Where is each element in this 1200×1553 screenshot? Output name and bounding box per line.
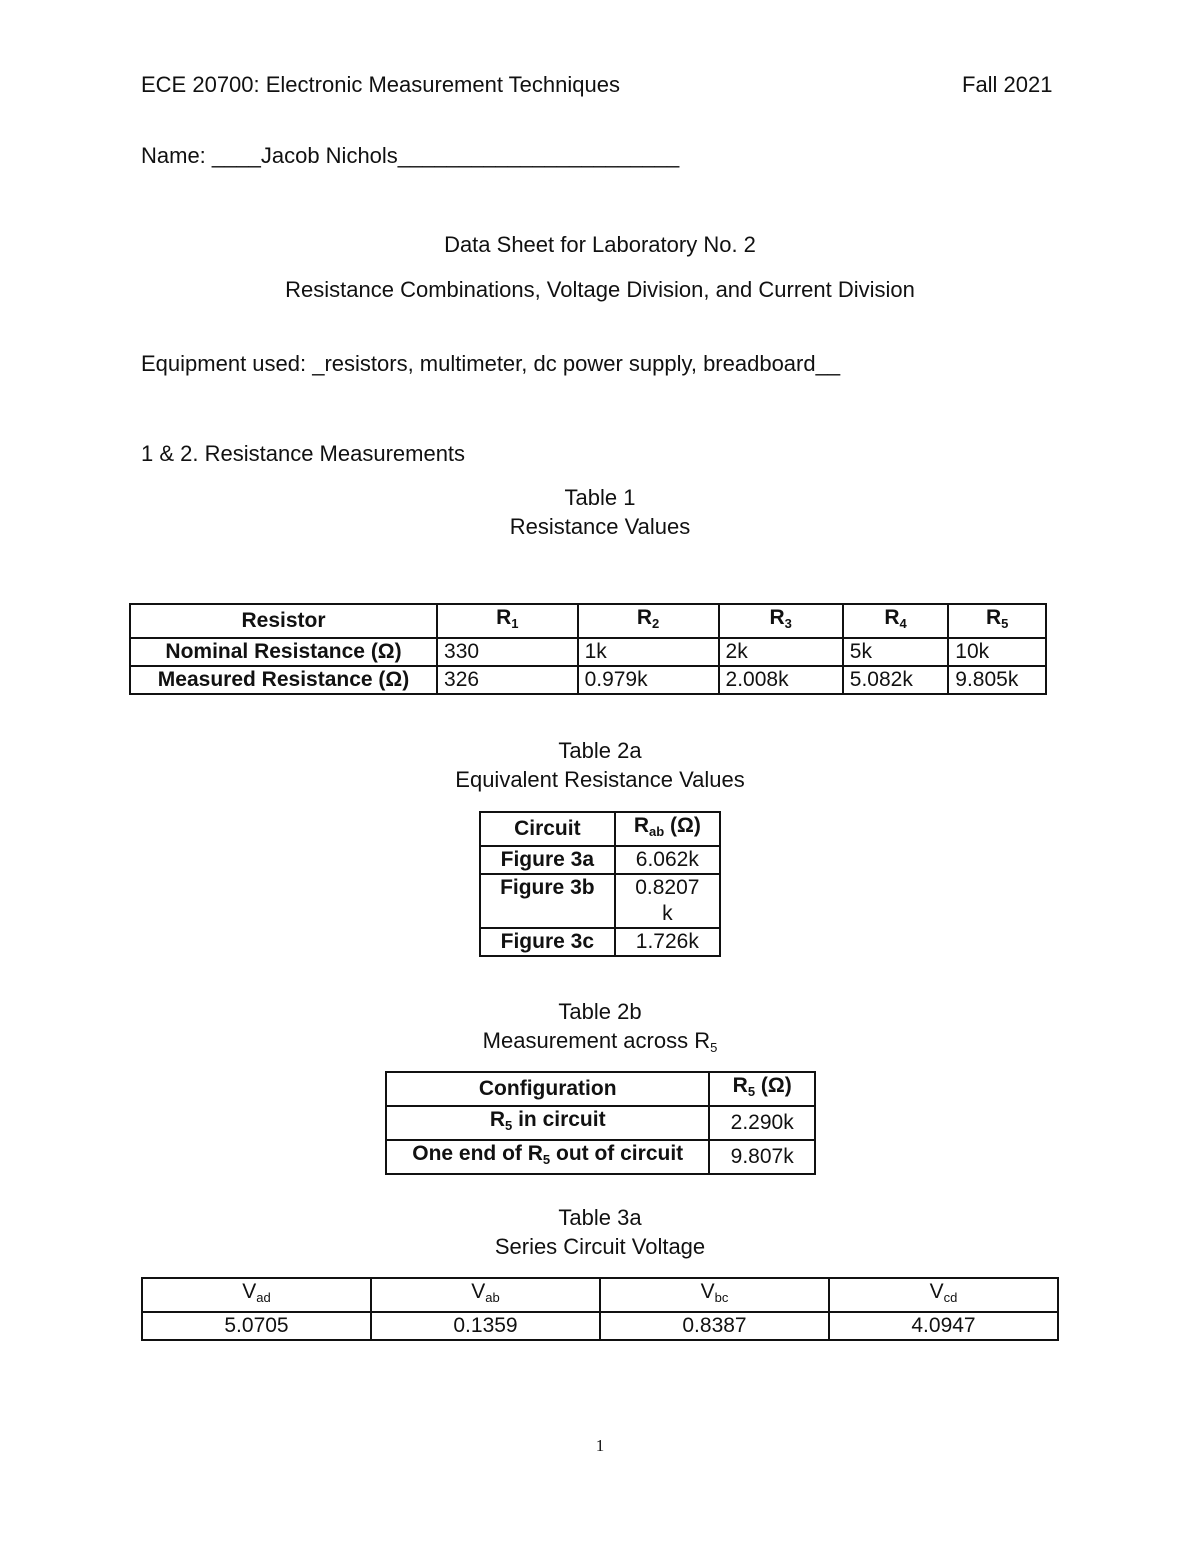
table2a-caption: Table 2a xyxy=(558,738,642,763)
table3a-caption: Table 3a xyxy=(558,1205,642,1230)
page-subtitle: Resistance Combinations, Voltage Division, and Current Division xyxy=(285,277,915,302)
page-title: Data Sheet for Laboratory No. 2 xyxy=(444,232,756,257)
table-cell: 0.8207 k xyxy=(615,874,720,928)
equipment-line: Equipment used: _resistors, multimeter, dc power supply, breadboard__ xyxy=(141,351,841,376)
header-cell-rab: $R_{ab}$ (Ω) xyxy=(615,812,720,846)
table2a-title: Equivalent Resistance Values xyxy=(455,767,745,792)
header-cell-r2: $R_2$ xyxy=(578,604,719,638)
header-cell-r4: $R_4$ xyxy=(843,604,949,638)
table1-title: Resistance Values xyxy=(509,514,691,539)
header-cell-vad: $V_{ad}$ xyxy=(142,1278,371,1312)
r5-measurement-table xyxy=(385,1071,816,1175)
row-label: Nominal Resistance (Ω) xyxy=(130,638,437,666)
header-cell-vab: $V_{ab}$ xyxy=(371,1278,600,1312)
table-cell: 9.805k xyxy=(948,666,1046,694)
section-heading: 1 & 2. Resistance Measurements xyxy=(141,441,466,466)
table-cell: 10k xyxy=(948,638,1046,666)
table-cell: 0.979k xyxy=(578,666,719,694)
table-cell: 1.726k xyxy=(615,928,720,956)
table-cell: 330 xyxy=(437,638,578,666)
header-cell-r5: $R_5$ xyxy=(948,604,1046,638)
table-row xyxy=(142,1312,1058,1340)
table-header-row xyxy=(480,812,720,846)
table-cell: 0.1359 xyxy=(371,1312,600,1340)
table-cell: 5.082k xyxy=(843,666,949,694)
table1-caption: Table 1 xyxy=(564,485,636,510)
table2b-title: Measurement across $R_5$ xyxy=(482,1028,718,1055)
table-header-row xyxy=(386,1072,815,1106)
row-label: Figure 3b xyxy=(480,874,615,928)
term-header: Fall 2021 xyxy=(962,72,1053,97)
resistance-table xyxy=(129,603,1047,695)
series-voltage-table xyxy=(141,1277,1059,1341)
table-cell: 326 xyxy=(437,666,578,694)
table-row xyxy=(386,1140,815,1174)
table-cell: 5k xyxy=(843,638,949,666)
header-cell: Configuration xyxy=(386,1072,709,1106)
course-header: ECE 20700: Electronic Measurement Techniques xyxy=(141,72,620,97)
table-row xyxy=(480,874,720,928)
table-cell: 9.807k xyxy=(709,1140,815,1174)
row-label: One end of $R_5$ out of circuit xyxy=(386,1140,709,1174)
header-cell: Resistor xyxy=(130,604,437,638)
row-label: Figure 3a xyxy=(480,846,615,874)
equivalent-resistance-table xyxy=(479,811,721,957)
row-label: Figure 3c xyxy=(480,928,615,956)
header-cell-r5: $R_5$ (Ω) xyxy=(709,1072,815,1106)
table-header-row xyxy=(130,604,1046,638)
name-line: Name: ____Jacob Nichols_______________________ xyxy=(141,143,680,168)
header-cell-vbc: $V_{bc}$ xyxy=(600,1278,829,1312)
table-cell: 5.0705 xyxy=(142,1312,371,1340)
table-cell: 2k xyxy=(719,638,843,666)
table-cell: 2.008k xyxy=(719,666,843,694)
header-cell-vcd: $V_{cd}$ xyxy=(829,1278,1058,1312)
table-cell: 1k xyxy=(578,638,719,666)
header-cell: Circuit xyxy=(480,812,615,846)
row-label: Measured Resistance (Ω) xyxy=(130,666,437,694)
table-row xyxy=(480,846,720,874)
table3a-title: Series Circuit Voltage xyxy=(494,1234,706,1259)
table-row xyxy=(130,638,1046,666)
page-number: 1 xyxy=(595,1436,605,1455)
row-label: $R_5$ in circuit xyxy=(386,1106,709,1140)
table-header-row xyxy=(142,1278,1058,1312)
table-row xyxy=(130,666,1046,694)
table-cell: 6.062k xyxy=(615,846,720,874)
table-cell: 4.0947 xyxy=(829,1312,1058,1340)
header-cell-r1: $R_1$ xyxy=(437,604,578,638)
table-row xyxy=(386,1106,815,1140)
table-cell: 2.290k xyxy=(709,1106,815,1140)
header-cell-r3: $R_3$ xyxy=(719,604,843,638)
table2b-caption: Table 2b xyxy=(558,999,642,1024)
table-cell: 0.8387 xyxy=(600,1312,829,1340)
table-row xyxy=(480,928,720,956)
